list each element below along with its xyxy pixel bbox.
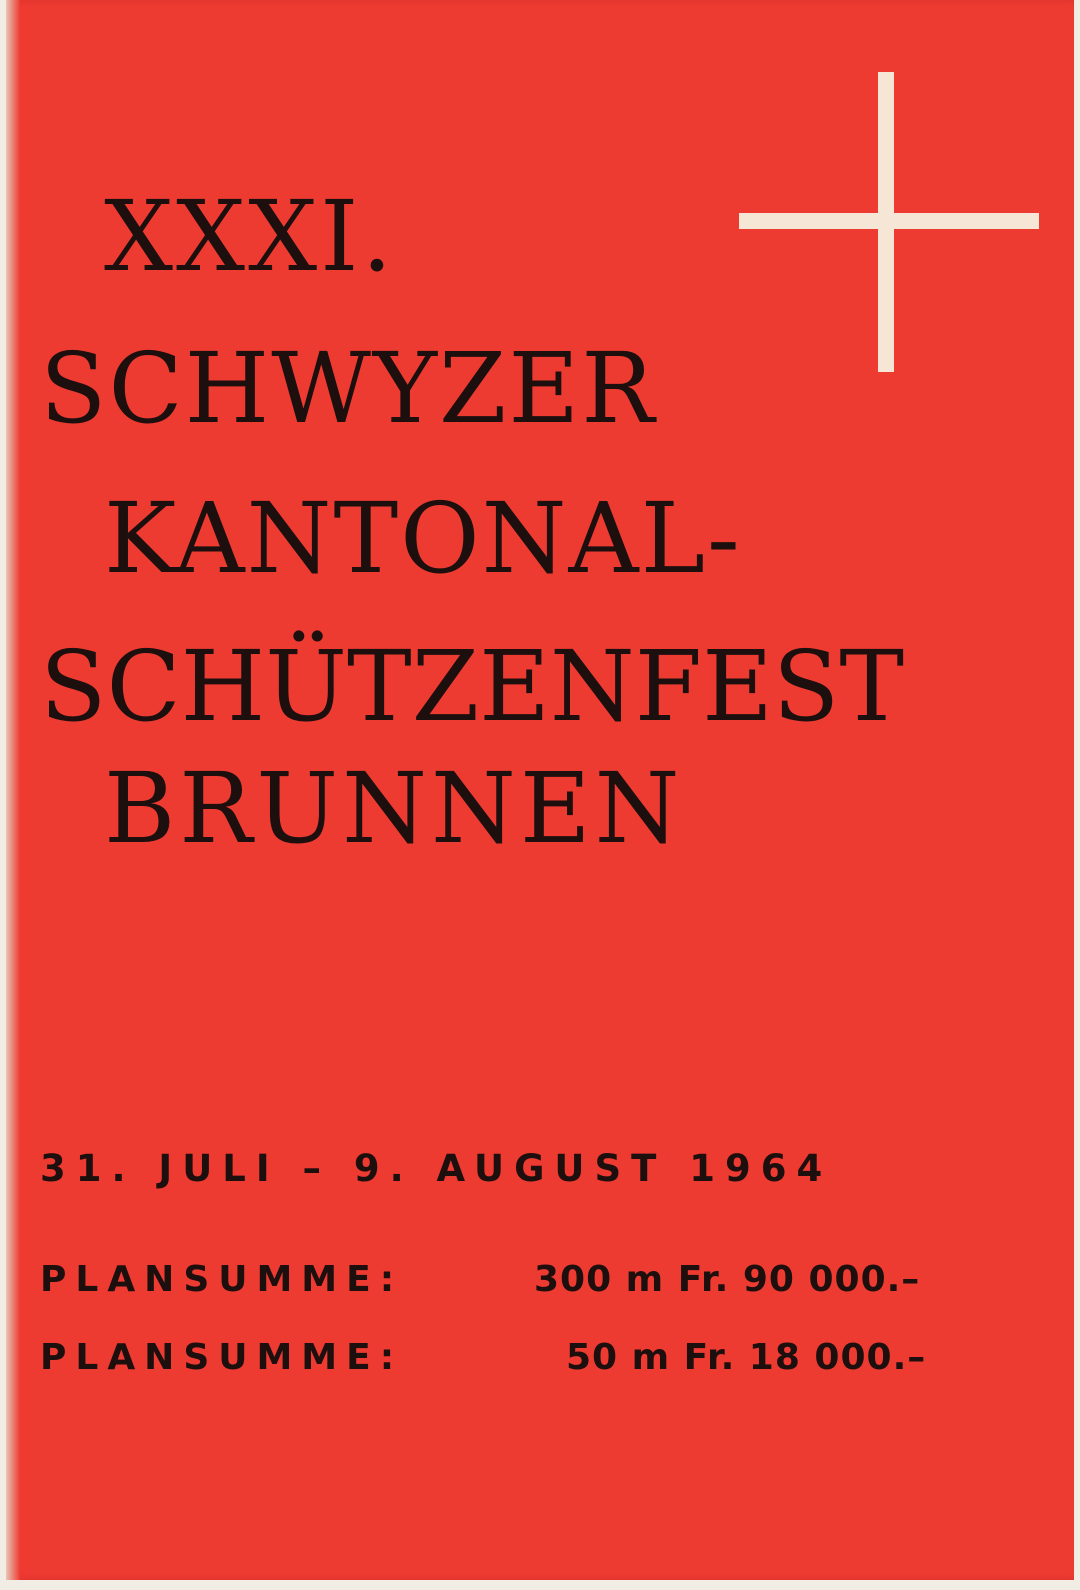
event-dates: 31. JULI – 9. AUGUST 1964 — [40, 1147, 833, 1190]
title-line-schwyzer: SCHWYZER — [40, 332, 657, 445]
plansumme-50m-amount: 50 m Fr. 18 000.– — [566, 1337, 927, 1378]
red-cover — [6, 0, 1074, 1580]
title-line-kantonal: KANTONAL- — [104, 482, 742, 595]
plansumme-300m-label: PLANSUMME: — [40, 1259, 404, 1300]
title-line-number: XXXI. — [104, 180, 396, 293]
title-line-schuetzenfest: SCHÜTZENFEST — [40, 630, 905, 743]
spine-edge — [6, 0, 20, 1580]
title-line-brunnen: BRUNNEN — [104, 752, 684, 865]
plansumme-300m-amount: 300 m Fr. 90 000.– — [534, 1259, 921, 1300]
plansumme-50m-label: PLANSUMME: — [40, 1337, 404, 1378]
cross-horizontal-bar — [739, 213, 1039, 229]
